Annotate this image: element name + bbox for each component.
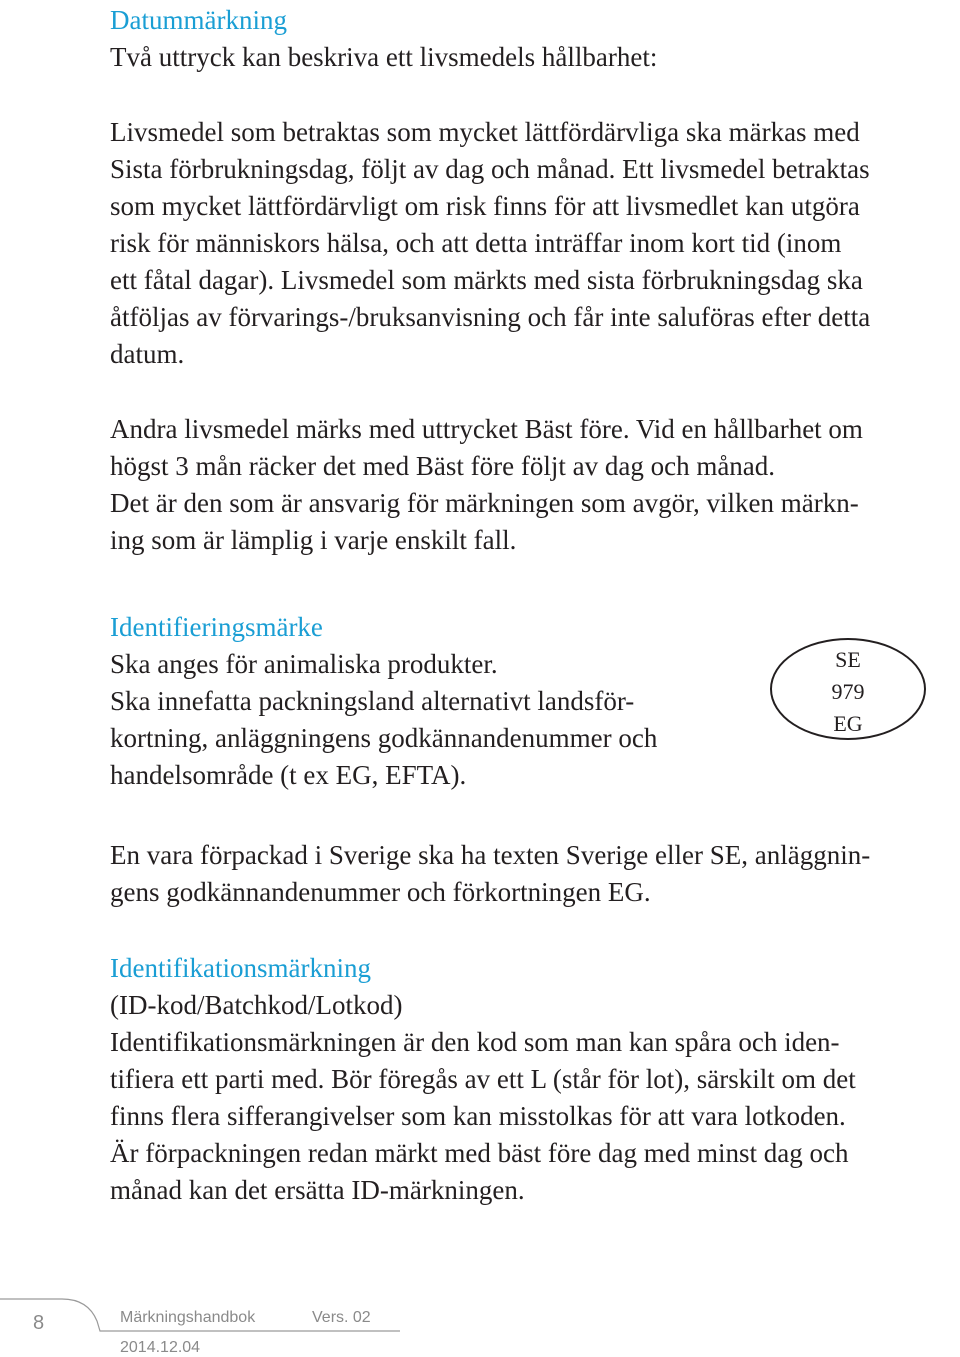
section-identifikationsmarkning xyxy=(110,950,960,1209)
footer-version: Vers. 02 xyxy=(312,1309,371,1326)
para2-line: Det är den som är ansvarig för märkningen som avgör, vilken märkn- xyxy=(110,488,859,518)
heading-identifikationsmarkning: Identifikationsmärkning xyxy=(110,953,371,983)
sverige-line: En vara förpackad i Sverige ska ha texten Sverige eller SE, anläggnin- xyxy=(110,840,871,870)
footer-date: 2014.12.04 xyxy=(120,1339,201,1356)
mark-number: 979 xyxy=(831,679,865,704)
para2-line: ing som är lämplig i varje enskilt fall. xyxy=(110,525,517,555)
para1-line: ett fåtal dagar). Livsmedel som märkts med sista förbrukningsdag ska xyxy=(110,265,863,295)
identifikation-line: Är förpackningen redan märkt med bäst före dag med minst dag och xyxy=(110,1138,849,1168)
section-datummarkning xyxy=(110,2,960,559)
para1-line: åtföljas av förvarings-/bruksanvisning och får inte saluföras efter detta xyxy=(110,302,871,332)
section-identifieringsmarke xyxy=(110,609,750,794)
identifikation-line: (ID-kod/Batchkod/Lotkod) xyxy=(110,990,403,1020)
identifikation-line: finns flera sifferangivelser som kan misstolkas för att vara lotkoden. xyxy=(110,1101,846,1131)
sverige-line: gens godkännandenummer och förkortningen EG. xyxy=(110,877,651,907)
identifikation-line: månad kan det ersätta ID-märkningen. xyxy=(110,1175,525,1205)
para1-line: Sista förbrukningsdag, följt av dag och månad. Ett livsmedel betraktas xyxy=(110,154,870,184)
page-number: 8 xyxy=(33,1312,45,1334)
identification-mark-text xyxy=(772,644,924,740)
heading-datummarkning: Datummärkning xyxy=(110,5,287,35)
page-footer xyxy=(0,1285,960,1355)
identifikation-line: tifiera ett parti med. Bör föregås av ett L (står för lot), särskilt om det xyxy=(110,1064,856,1094)
para2-line: högst 3 mån räcker det med Bäst före följt av dag och månad. xyxy=(110,451,776,481)
footer-title: Märkningshandbok xyxy=(120,1309,256,1326)
mark-country: SE xyxy=(835,647,861,672)
para1-line: risk för människors hälsa, och att detta inträffar inom kort tid (inom xyxy=(110,228,842,258)
identifiering-line: kortning, anläggningens godkännandenummer och xyxy=(110,723,658,753)
identifikation-line: Identifikationsmärkningen är den kod som man kan spåra och iden- xyxy=(110,1027,840,1057)
para1-line: datum. xyxy=(110,339,185,369)
para1-line: Livsmedel som betraktas som mycket lättfördärvliga ska märkas med xyxy=(110,117,860,147)
intro-text: Två uttryck kan beskriva ett livsmedels hållbarhet: xyxy=(110,42,658,72)
mark-region: EG xyxy=(833,711,863,736)
identifiering-line: handelsområde (t ex EG, EFTA). xyxy=(110,760,467,790)
para1-line: som mycket lättfördärvligt om risk finns för att livsmedlet kan utgöra xyxy=(110,191,860,221)
heading-identifieringsmarke: Identifieringsmärke xyxy=(110,612,323,642)
para2-line: Andra livsmedel märks med uttrycket Bäst före. Vid en hållbarhet om xyxy=(110,414,863,444)
identifiering-line: Ska anges för animaliska produkter. xyxy=(110,649,498,679)
identification-mark-oval xyxy=(770,638,926,740)
section-sverige xyxy=(110,837,960,911)
identifiering-line: Ska innefatta packningsland alternativt landsför- xyxy=(110,686,635,716)
